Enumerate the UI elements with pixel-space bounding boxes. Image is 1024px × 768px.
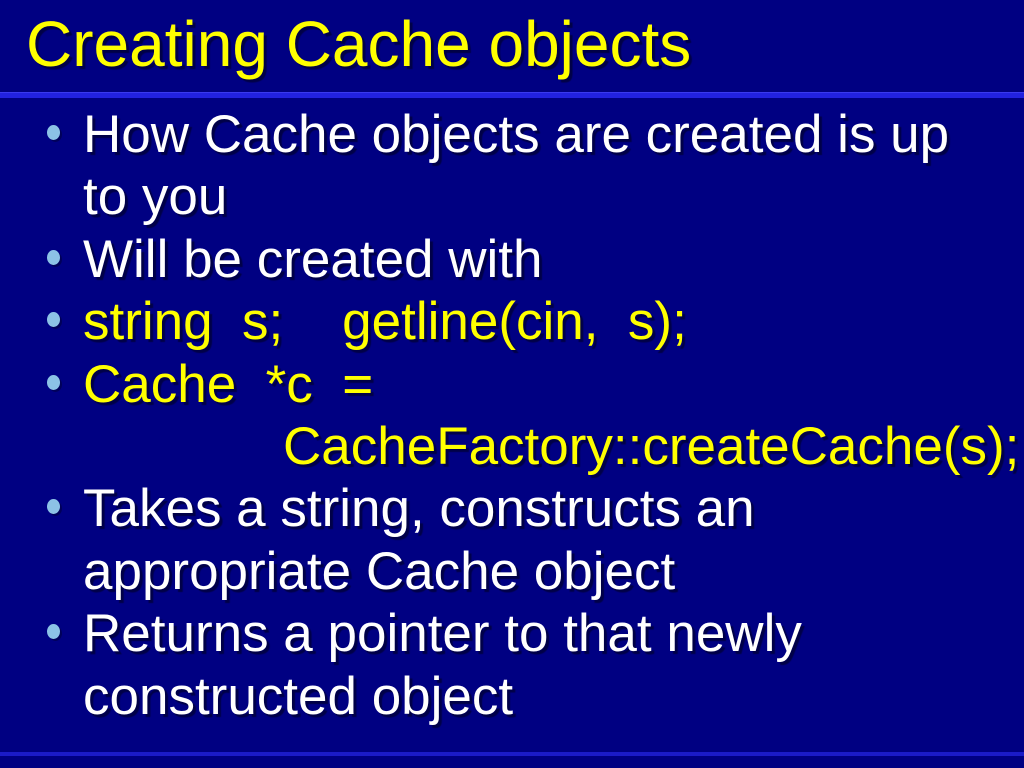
list-item-code xyxy=(0,291,1024,353)
list-item xyxy=(0,478,1024,540)
code-line-text: CacheFactory::createCache(s); xyxy=(283,416,1020,476)
list-item-continuation xyxy=(0,541,1024,603)
list-item-text: Returns a pointer to that newly xyxy=(83,604,802,664)
code-line-text: string s; getline(cin, s); xyxy=(83,292,687,352)
list-item-text: How Cache objects are created is up xyxy=(83,105,950,164)
list-item-continuation xyxy=(0,166,1024,228)
list-item xyxy=(0,104,1024,166)
list-item-text: appropriate Cache object xyxy=(83,541,676,601)
list-item-text: constructed object xyxy=(83,666,514,726)
bullet-icon xyxy=(47,125,60,140)
bullet-icon xyxy=(47,375,60,390)
list-item xyxy=(0,229,1024,291)
list-item-code-continuation xyxy=(0,416,1024,478)
list-item-code xyxy=(0,354,1024,416)
bullet-icon xyxy=(47,312,60,327)
code-line-text: Cache *c = xyxy=(83,354,374,414)
list-item-text: Takes a string, constructs an xyxy=(83,479,755,539)
bullet-icon xyxy=(47,250,60,265)
list-item-text: Will be created with xyxy=(83,229,543,289)
bottom-edge-rule xyxy=(0,752,1024,756)
bullet-icon xyxy=(47,499,60,514)
list-item-continuation xyxy=(0,666,1024,728)
title-underline-rule xyxy=(0,92,1024,98)
slide-body xyxy=(0,104,1024,728)
list-item xyxy=(0,603,1024,665)
bullet-icon xyxy=(47,624,60,639)
slide-title: Creating Cache objects xyxy=(26,8,692,80)
list-item-text: to you xyxy=(83,167,228,227)
